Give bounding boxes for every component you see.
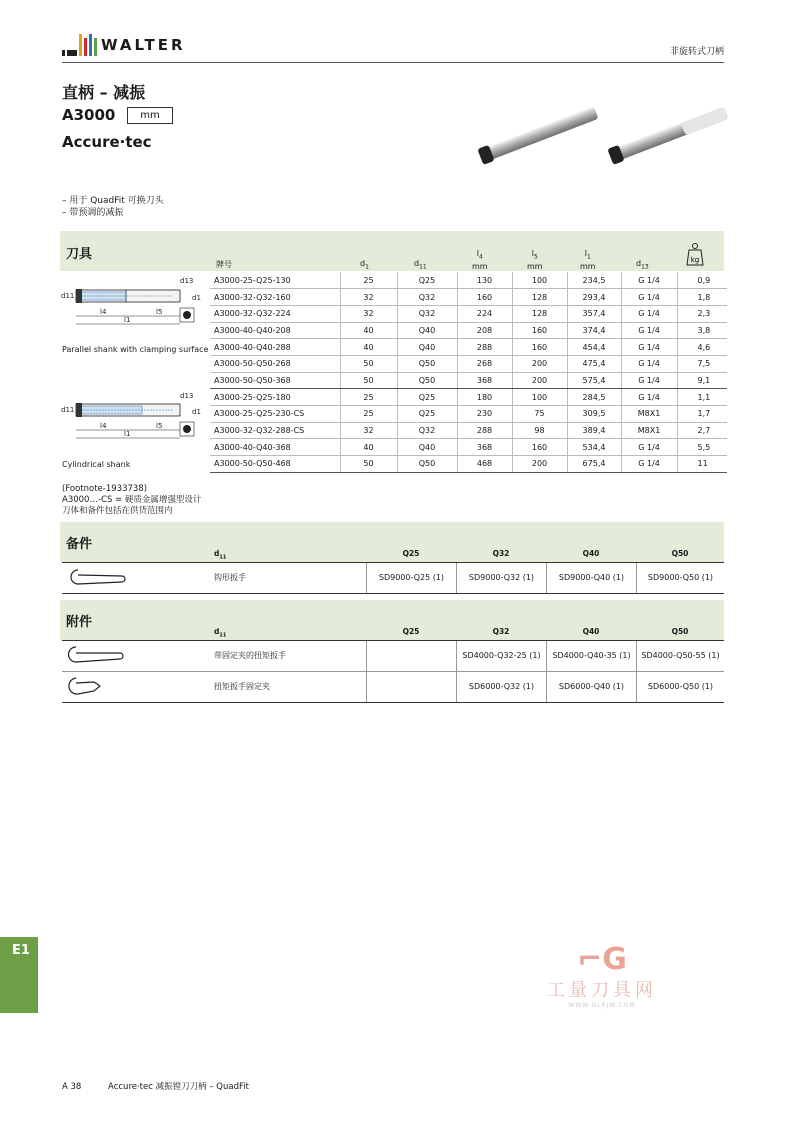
accessory-cell: SD4000-Q40-35 (1) xyxy=(546,641,636,671)
hook-wrench-icon xyxy=(64,566,130,588)
svg-text:l4: l4 xyxy=(100,308,107,316)
cell-kg: 2,3 xyxy=(677,305,727,322)
footnote-line: 刀体和备件包括在供货范围内 xyxy=(62,506,173,516)
group-label-parallel: Parallel shank with clamping surface xyxy=(62,345,209,354)
cell-l4: 288 xyxy=(457,422,512,439)
cell-name: A3000-25-Q25-130 xyxy=(210,272,340,289)
cell-l1: 389,4 xyxy=(567,422,621,439)
cell-d11: Q25 xyxy=(397,389,457,406)
cell-l1: 575,4 xyxy=(567,372,621,389)
spare-col-q40: Q40 xyxy=(582,549,600,558)
cell-l5: 160 xyxy=(512,439,567,456)
accessory-item-name: 带固定夹的扭矩扳手 xyxy=(214,651,286,660)
feature-item: – 带预调的减振 xyxy=(62,208,124,218)
acc-col-q25: Q25 xyxy=(402,627,420,636)
cell-l5: 200 xyxy=(512,355,567,372)
table-row xyxy=(210,439,727,456)
cell-d11: Q40 xyxy=(397,339,457,356)
accessory-cell: SD6000-Q40 (1) xyxy=(546,672,636,702)
cell-l4: 160 xyxy=(457,289,512,306)
cell-d13: M8X1 xyxy=(621,406,677,423)
cell-l4: 368 xyxy=(457,439,512,456)
cell-l1: 675,4 xyxy=(567,456,621,473)
cell-d11: Q32 xyxy=(397,289,457,306)
cell-d11: Q50 xyxy=(397,372,457,389)
cell-kg: 2,7 xyxy=(677,422,727,439)
cell-l4: 368 xyxy=(457,372,512,389)
cell-d1: 25 xyxy=(340,272,397,289)
chapter-tab[interactable]: E1 xyxy=(0,937,38,1013)
table-row xyxy=(210,422,727,439)
cell-d11: Q40 xyxy=(397,322,457,339)
footer-title: Accure·tec 减振镗刀刀柄 – QuadFit xyxy=(108,1082,249,1092)
cell-l4: 208 xyxy=(457,322,512,339)
cell-d13: G 1/4 xyxy=(621,272,677,289)
footnote xyxy=(62,484,201,517)
watermark-logo-icon: ⌐G xyxy=(577,942,627,977)
cell-kg: 11 xyxy=(677,456,727,473)
accessory-cell xyxy=(366,672,456,702)
tools-section-title: 刀具 xyxy=(66,247,93,262)
acc-col-q50: Q50 xyxy=(671,627,689,636)
col-d13: $d_{13}$ xyxy=(636,259,649,271)
cell-d1: 40 xyxy=(340,322,397,339)
cell-name: A3000-25-Q25-230-CS xyxy=(210,406,340,423)
svg-text:l1: l1 xyxy=(124,316,131,324)
spare-parts-title: 备件 xyxy=(66,537,93,552)
spare-cell: SD9000-Q50 (1) xyxy=(636,563,724,593)
cell-kg: 9,1 xyxy=(677,372,727,389)
cell-l1: 454,4 xyxy=(567,339,621,356)
spare-col-d11: $d_{11}$ xyxy=(214,549,227,561)
cell-d1: 25 xyxy=(340,389,397,406)
svg-text:kg: kg xyxy=(690,256,700,264)
acc-bottom-rule xyxy=(62,702,724,703)
cell-l1: 534,4 xyxy=(567,439,621,456)
col-designation: 牌号 xyxy=(216,260,232,269)
cell-d1: 40 xyxy=(340,439,397,456)
footnote-line: A3000…-CS = 硬质金属增强型设计 xyxy=(62,495,202,505)
cell-kg: 1,8 xyxy=(677,289,727,306)
cell-l1: 374,4 xyxy=(567,322,621,339)
page-footer xyxy=(62,1080,249,1092)
cell-l1: 293,4 xyxy=(567,289,621,306)
cell-d13: G 1/4 xyxy=(621,439,677,456)
cell-name: A3000-40-Q40-208 xyxy=(210,322,340,339)
cell-kg: 7,5 xyxy=(677,355,727,372)
cell-d13: G 1/4 xyxy=(621,355,677,372)
svg-text:d1: d1 xyxy=(192,408,201,416)
cell-l5: 160 xyxy=(512,339,567,356)
svg-text:d1: d1 xyxy=(192,294,201,302)
table-row xyxy=(210,322,727,339)
cell-d11: Q40 xyxy=(397,439,457,456)
cell-l5: 75 xyxy=(512,406,567,423)
tools-table xyxy=(210,272,727,473)
cell-l5: 100 xyxy=(512,272,567,289)
section-label: 非旋转式刀柄 xyxy=(669,47,724,57)
table-row xyxy=(210,389,727,406)
accessory-cell xyxy=(366,641,456,671)
cell-d1: 40 xyxy=(340,339,397,356)
cell-kg: 3,8 xyxy=(677,322,727,339)
cell-name: A3000-32-Q32-288-CS xyxy=(210,422,340,439)
accessory-cell: SD4000-Q50-55 (1) xyxy=(636,641,724,671)
svg-text:l5: l5 xyxy=(156,308,163,316)
feature-list xyxy=(62,195,164,219)
cell-l1: 357,4 xyxy=(567,305,621,322)
cell-l1: 234,5 xyxy=(567,272,621,289)
table-row xyxy=(210,406,727,423)
cell-d13: G 1/4 xyxy=(621,322,677,339)
table-row xyxy=(210,272,727,289)
diagram-parallel-shank xyxy=(60,276,208,334)
cell-kg: 4,6 xyxy=(677,339,727,356)
cell-d1: 32 xyxy=(340,422,397,439)
footnote-line: (Footnote-1933738) xyxy=(62,484,148,494)
cell-name: A3000-32-Q32-160 xyxy=(210,289,340,306)
cell-d1: 32 xyxy=(340,289,397,306)
cell-d13: G 1/4 xyxy=(621,389,677,406)
accessory-cell: SD6000-Q50 (1) xyxy=(636,672,724,702)
accessory-cell: SD6000-Q32 (1) xyxy=(456,672,546,702)
watermark-url: WWW.GLRJW.COM xyxy=(568,1002,636,1009)
watermark xyxy=(537,944,667,1009)
cell-l4: 468 xyxy=(457,456,512,473)
wrench-clamp-icon xyxy=(64,675,130,697)
accessory-item-name: 扭矩扳手固定夹 xyxy=(214,682,270,691)
spare-cell: SD9000-Q25 (1) xyxy=(366,563,456,593)
col-l4: $l_4$ mm xyxy=(472,249,488,271)
cell-d13: G 1/4 xyxy=(621,372,677,389)
cell-d1: 32 xyxy=(340,305,397,322)
acc-col-d11: $d_{11}$ xyxy=(214,627,227,639)
cell-l4: 224 xyxy=(457,305,512,322)
cell-d1: 50 xyxy=(340,456,397,473)
cell-l1: 284,5 xyxy=(567,389,621,406)
cell-name: A3000-50-Q50-468 xyxy=(210,456,340,473)
cell-name: A3000-50-Q50-368 xyxy=(210,372,340,389)
cell-d13: G 1/4 xyxy=(621,305,677,322)
diagram-cylindrical-shank xyxy=(60,392,208,450)
table-row xyxy=(210,372,727,389)
table-row xyxy=(210,355,727,372)
table-row xyxy=(210,339,727,356)
cell-d11: Q25 xyxy=(397,272,457,289)
spare-col-q25: Q25 xyxy=(402,549,420,558)
cell-l5: 160 xyxy=(512,322,567,339)
cell-kg: 0,9 xyxy=(677,272,727,289)
header-divider xyxy=(62,62,724,63)
cell-d13: G 1/4 xyxy=(621,339,677,356)
tool-photo-parallel xyxy=(474,102,604,166)
cell-l1: 309,5 xyxy=(567,406,621,423)
table-row xyxy=(210,305,727,322)
cell-d11: Q32 xyxy=(397,305,457,322)
accessories-title: 附件 xyxy=(66,615,93,630)
accessory-cell: SD4000-Q32-25 (1) xyxy=(456,641,546,671)
cell-name: A3000-40-Q40-288 xyxy=(210,339,340,356)
spare-cell: SD9000-Q40 (1) xyxy=(546,563,636,593)
product-line: Accure·tec xyxy=(62,133,152,151)
cell-d13: G 1/4 xyxy=(621,289,677,306)
cell-l5: 98 xyxy=(512,422,567,439)
cell-name: A3000-25-Q25-180 xyxy=(210,389,340,406)
cell-d1: 50 xyxy=(340,372,397,389)
logo-color-bars xyxy=(62,34,97,56)
cell-kg: 1,7 xyxy=(677,406,727,423)
cell-kg: 1,1 xyxy=(677,389,727,406)
cell-d11: Q50 xyxy=(397,355,457,372)
spare-item-name: 钩形扳手 xyxy=(214,573,246,582)
table-row xyxy=(210,289,727,306)
cell-d1: 50 xyxy=(340,355,397,372)
cell-l5: 128 xyxy=(512,305,567,322)
spare-col-q50: Q50 xyxy=(671,549,689,558)
feature-item: – 用于 QuadFit 可换刀头 xyxy=(62,196,164,206)
cell-d11: Q50 xyxy=(397,456,457,473)
cell-l4: 130 xyxy=(457,272,512,289)
acc-col-q40: Q40 xyxy=(582,627,600,636)
torque-wrench-icon xyxy=(64,644,130,666)
svg-text:l4: l4 xyxy=(100,422,107,430)
spare-col-q32: Q32 xyxy=(492,549,510,558)
weight-icon xyxy=(686,242,704,266)
cell-d1: 25 xyxy=(340,406,397,423)
spare-bottom-rule xyxy=(62,593,724,594)
svg-text:l1: l1 xyxy=(124,430,131,438)
group-label-cylindrical: Cylindrical shank xyxy=(62,460,131,469)
svg-text:d11: d11 xyxy=(61,406,75,414)
svg-text:d11: d11 xyxy=(61,292,75,300)
cell-d13: G 1/4 xyxy=(621,456,677,473)
cell-l4: 288 xyxy=(457,339,512,356)
col-l1: $l_1$ mm xyxy=(580,249,596,271)
tools-section-header xyxy=(60,231,724,271)
acc-col-q32: Q32 xyxy=(492,627,510,636)
cell-d13: M8X1 xyxy=(621,422,677,439)
svg-text:d13: d13 xyxy=(180,392,194,400)
svg-text:l5: l5 xyxy=(156,422,163,430)
cell-l5: 200 xyxy=(512,372,567,389)
spare-cell: SD9000-Q32 (1) xyxy=(456,563,546,593)
cell-l5: 200 xyxy=(512,456,567,473)
cell-l5: 128 xyxy=(512,289,567,306)
svg-text:d13: d13 xyxy=(180,277,194,285)
brand-name: WALTER xyxy=(101,36,186,54)
cell-name: A3000-32-Q32-224 xyxy=(210,305,340,322)
page-title: 直柄 – 减振 xyxy=(62,83,146,102)
cell-d11: Q32 xyxy=(397,422,457,439)
unit-badge: mm xyxy=(127,107,173,124)
cell-l4: 230 xyxy=(457,406,512,423)
col-l5: $l_5$ mm xyxy=(527,249,543,271)
cell-l4: 180 xyxy=(457,389,512,406)
cell-d11: Q25 xyxy=(397,406,457,423)
cell-l5: 100 xyxy=(512,389,567,406)
product-code: A3000 xyxy=(62,106,116,124)
cell-l4: 268 xyxy=(457,355,512,372)
watermark-text: 工量刀具网 xyxy=(547,980,657,1001)
page-number: A 38 xyxy=(62,1082,82,1092)
col-d11: $d_{11}$ xyxy=(414,259,427,271)
walter-logo xyxy=(62,34,186,56)
tool-photo-cylindrical xyxy=(604,102,734,166)
col-d1: $d_1$ xyxy=(360,259,369,271)
cell-kg: 5,5 xyxy=(677,439,727,456)
cell-name: A3000-50-Q50-268 xyxy=(210,355,340,372)
table-row xyxy=(210,456,727,473)
cell-name: A3000-40-Q40-368 xyxy=(210,439,340,456)
cell-l1: 475,4 xyxy=(567,355,621,372)
